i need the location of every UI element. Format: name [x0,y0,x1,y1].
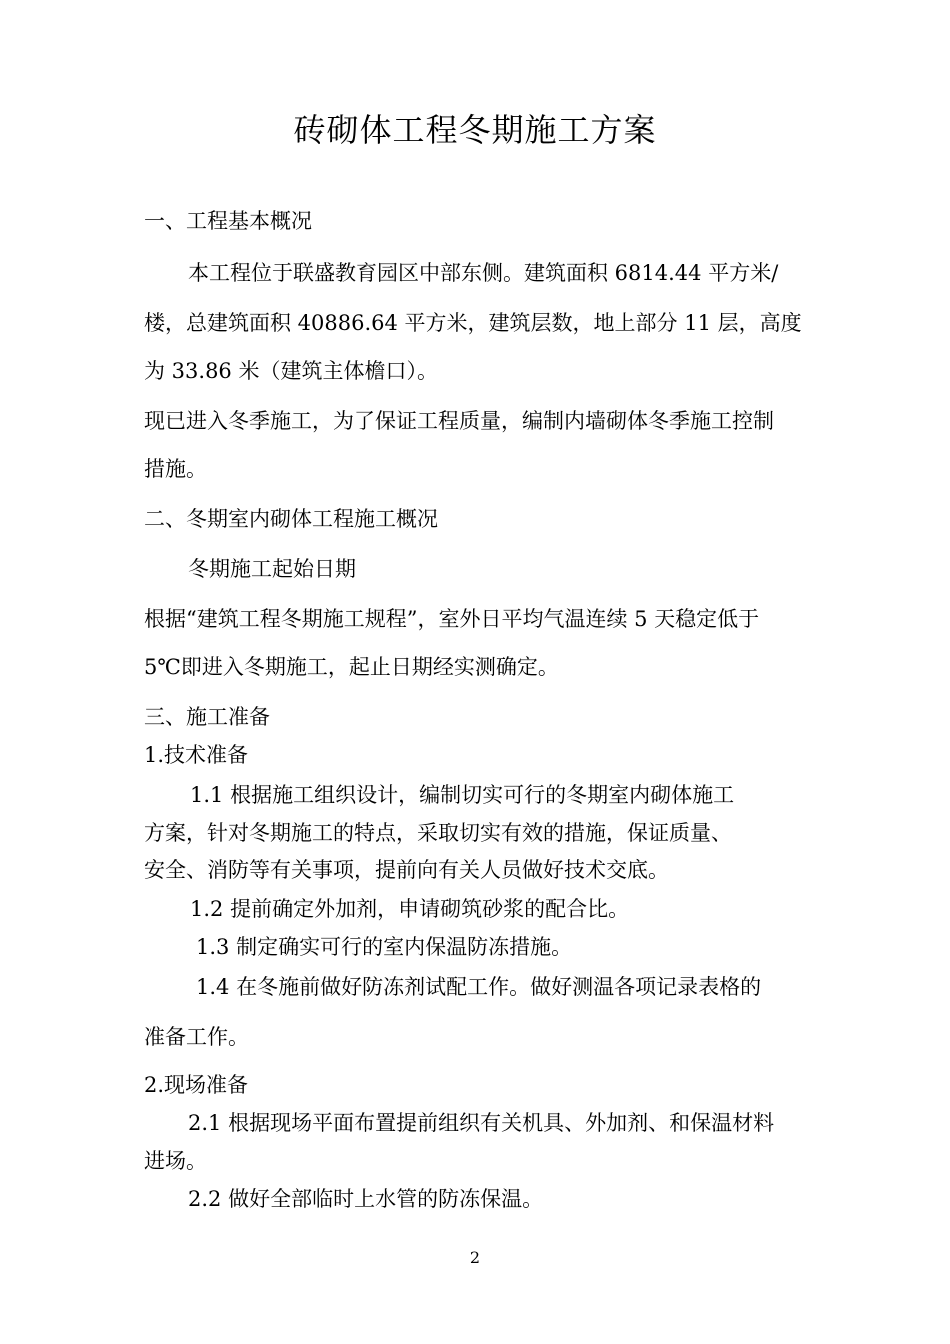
paragraph-line: 现已进入冬季施工，为了保证工程质量，编制内墙砌体冬季施工控制 [144,409,774,433]
section-heading-2: 二、冬期室内砌体工程施工概况 [144,507,438,531]
paragraph-line: 措施。 [144,457,207,481]
paragraph-line: 2.1 根据现场平面布置提前组织有关机具、外加剂、和保温材料 [188,1111,775,1135]
paragraph-line: 根据“建筑工程冬期施工规程”，室外日平均气温连续 5 天稳定低于 [144,607,760,631]
paragraph-line: 安全、消防等有关事项，提前向有关人员做好技术交底。 [144,858,669,882]
paragraph-line: 1.4 在冬施前做好防冻剂试配工作。做好测温各项记录表格的 [196,975,762,999]
subsection-heading: 1.技术准备 [144,743,249,767]
page-number: 2 [469,1248,481,1267]
paragraph-line: 进场。 [144,1149,207,1173]
paragraph-line: 为 33.86 米（建筑主体檐口）。 [144,359,438,383]
section-heading-3: 三、施工准备 [144,705,270,729]
paragraph-line: 1.2 提前确定外加剂，申请砌筑砂浆的配合比。 [190,897,630,921]
paragraph-line: 本工程位于联盛教育园区中部东侧。建筑面积 6814.44 平方米/ [188,261,779,285]
paragraph-line: 2.2 做好全部临时上水管的防冻保温。 [188,1187,544,1211]
section-heading-1: 一、工程基本概况 [144,209,312,233]
paragraph-line: 1.1 根据施工组织设计，编制切实可行的冬期室内砌体施工 [190,783,735,807]
document-title: 砖砌体工程冬期施工方案 [293,111,657,149]
subsection-heading: 2.现场准备 [144,1073,249,1097]
paragraph-line: 1.3 制定确实可行的室内保温防冻措施。 [196,935,573,959]
subheading-line: 冬期施工起始日期 [188,557,356,581]
paragraph-line: 准备工作。 [144,1025,249,1049]
paragraph-line: 5℃即进入冬期施工，起止日期经实测确定。 [144,655,559,679]
paragraph-line: 方案，针对冬期施工的特点，采取切实有效的措施，保证质量、 [144,821,732,845]
paragraph-line: 楼，总建筑面积 40886.64 平方米，建筑层数，地上部分 11 层，高度 [144,311,802,335]
